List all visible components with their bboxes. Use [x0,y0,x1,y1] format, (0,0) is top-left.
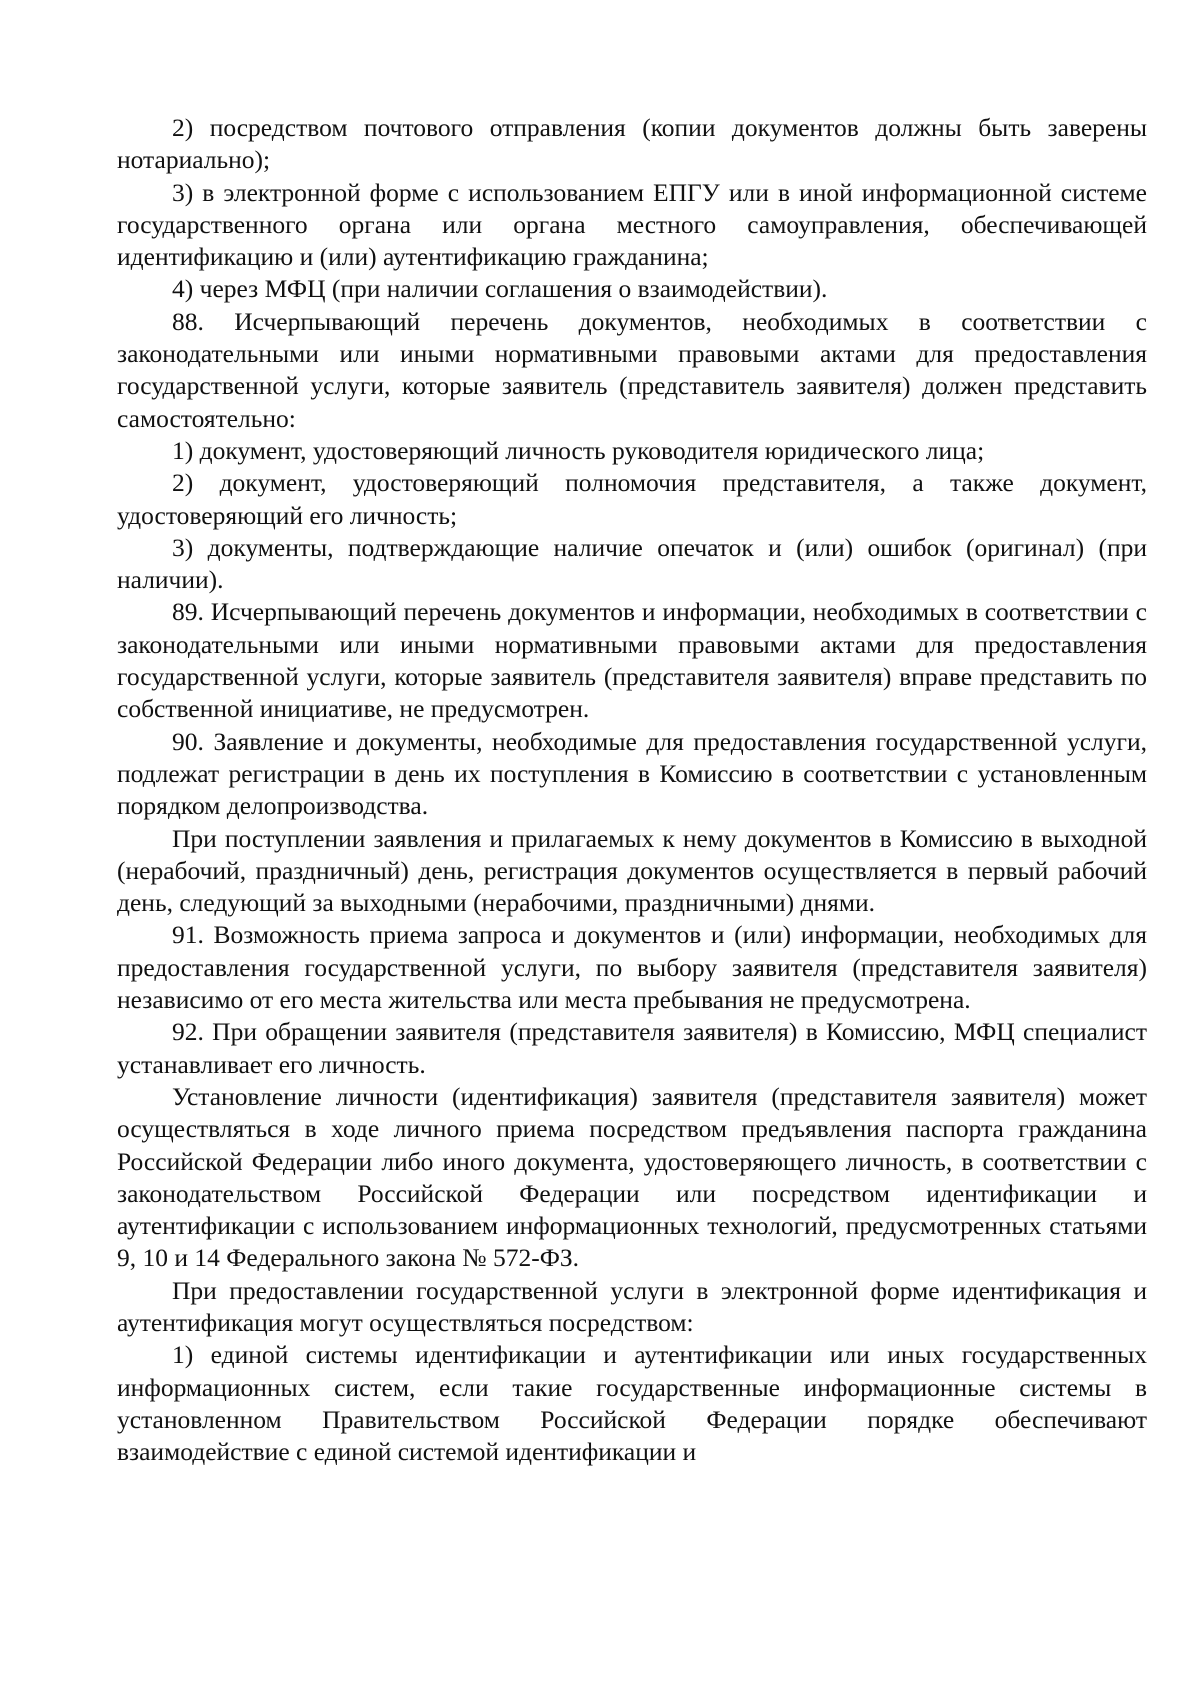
paragraph-mfc: 4) через МФЦ (при наличии соглашения о взаимодействии). [172,274,828,304]
paragraph-electronic: 3) в электронной форме с использованием ЕПГУ или в иной информационной системе государственного органа или органа местного самоуправления, обеспечивающей идентификацию и (или) аутентификацию гражданина; [117,177,1147,272]
paragraph-88-item-1: 1) документ, удостоверяющий личность руководителя юридического лица; [172,435,985,465]
paragraph-88-item-3: 3) документы, подтверждающие наличие опечаток и (или) ошибок (оригинал) (при наличии). [117,532,1147,595]
paragraph-88: 88. Исчерпывающий перечень документов, необходимых в соответствии с законодательными или иными нормативными правовыми актами для предоставления государственной услуги, которые заявитель (представитель заявителя) должен представить самостоятельно: [117,306,1147,433]
paragraph-92-item-1: 1) единой системы идентификации и аутентификации или иных государственных информационных систем, если такие государственные информационные системы в установленном Правительством Российской Федерации порядке обеспечивают взаимодействие с единой системой идентификации и [117,1340,1147,1467]
paragraph-88-item-2: 2) документ, удостоверяющий полномочия представителя, а также документ, удостоверяющий его личность; [117,468,1147,530]
paragraph-92-electronic: При предоставлении государственной услуги в электронной форме идентификация и аутентификация могут осуществляться посредством: [117,1275,1147,1337]
paragraph-92: 92. При обращении заявителя (представителя заявителя) в Комиссию, МФЦ специалист устанавливает его личность. [117,1017,1147,1079]
paragraph-92-identification: Установление личности (идентификация) заявителя (представителя заявителя) может осуществляться в ходе личного приема посредством предъявления паспорта гражданина Российской Федерации либо иного документа, удостоверяющего личность, в соответствии с законодательством Российской Федерации или посредством идентификации и аутентификации с использованием информационных технологий, предусмотренных статьями 9, 10 и 14 Федерального закона № 572-ФЗ. [117,1081,1147,1273]
paragraph-90: 90. Заявление и документы, необходимые для предоставления государственной услуги, подлежат регистрации в день их поступления в Комиссию в соответствии с установленным порядком делопроизводства. [117,726,1147,821]
paragraph-90-holiday: При поступлении заявления и прилагаемых к нему документов в Комиссию в выходной (нерабочий, праздничный) день, регистрация документов осуществляется в первый рабочий день, следующий за выходными (нерабочими, праздничными) днями. [117,823,1147,918]
paragraph-89: 89. Исчерпывающий перечень документов и информации, необходимых в соответствии с законодательными или иными нормативными правовыми актами для предоставления государственной услуги, которые заявитель (представителя заявителя) вправе представить по собственной инициативе, не предусмотрен. [117,597,1147,724]
document-page [117,112,1147,1468]
paragraph-91: 91. Возможность приема запроса и документов и (или) информации, необходимых для предоставления государственной услуги, по выбору заявителя (представителя заявителя) независимо от его места жительства или места пребывания не предусмотрена. [117,920,1147,1015]
paragraph-postal: 2) посредством почтового отправления (копии документов должны быть заверены нотариально); [117,113,1147,175]
